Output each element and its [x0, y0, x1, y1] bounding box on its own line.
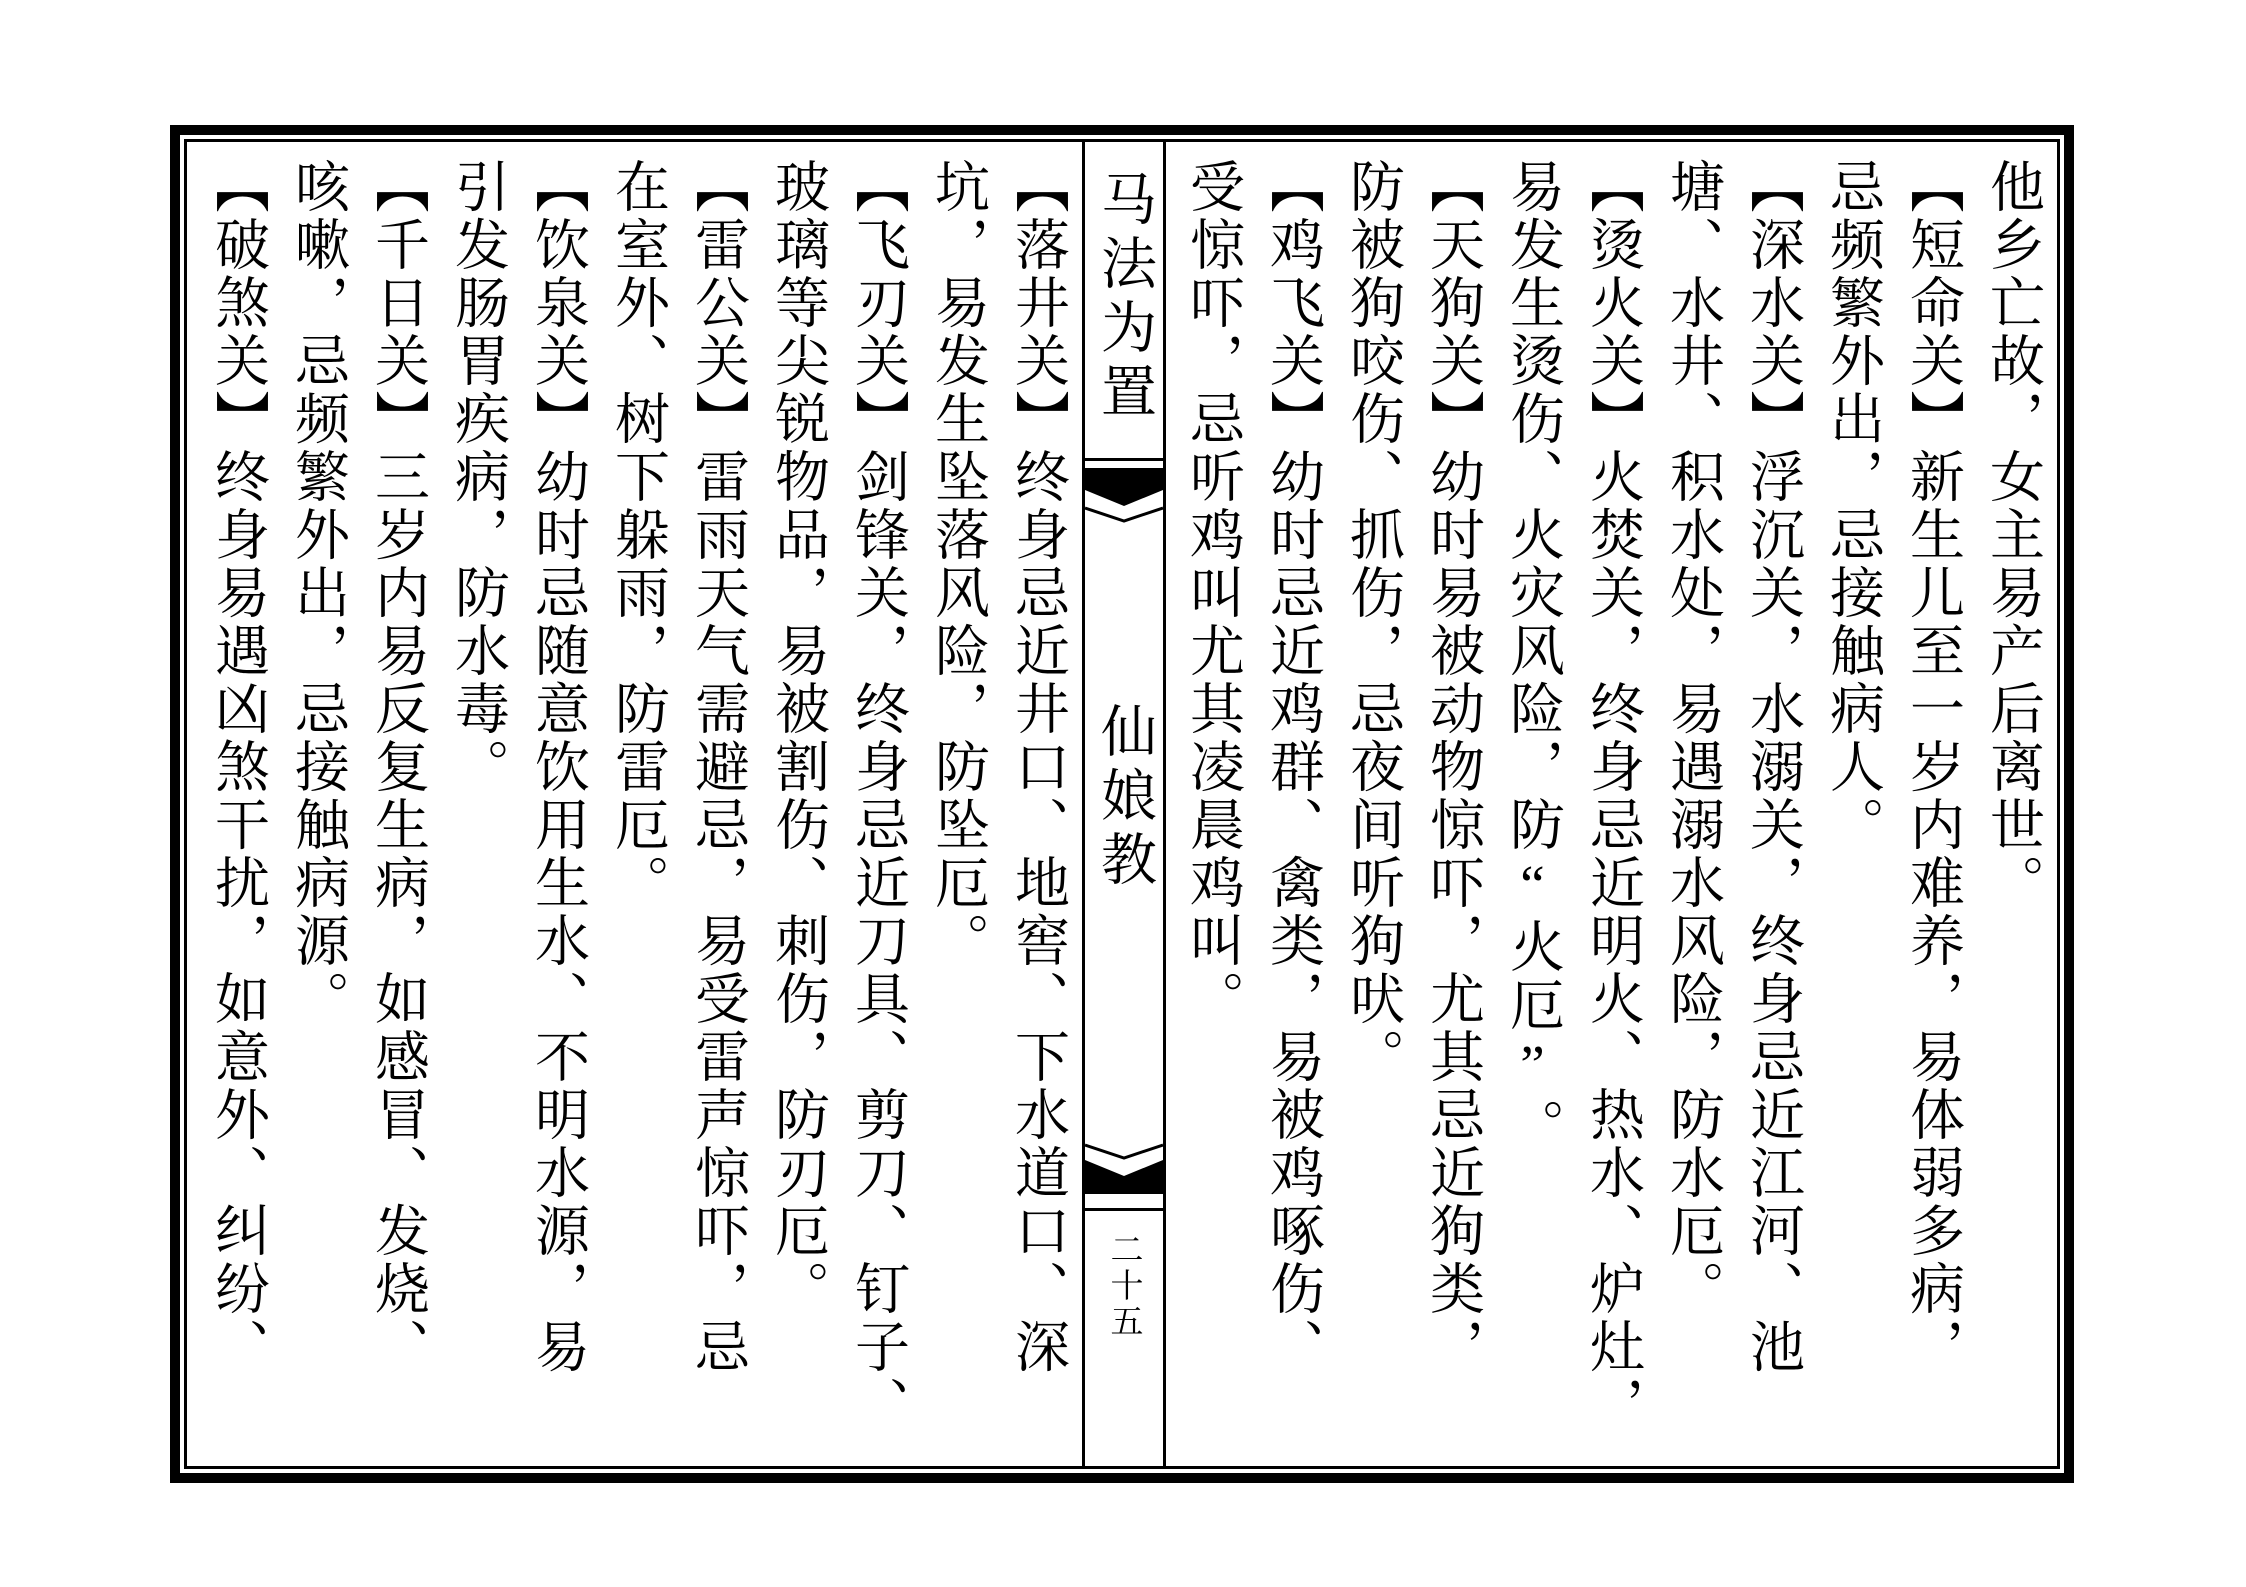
- text-column: 易发生烫伤、火灾风险，防“火厄”。: [1502, 158, 1563, 1156]
- text-column: 引发肠胃疾病，防水毒。: [447, 158, 508, 796]
- text-column: 【落井关】终身忌近井口、地窖、下水道口、深: [1007, 158, 1068, 1376]
- text-column: 坑，易发生坠落风险，防坠厄。: [927, 158, 988, 970]
- spine-column: [1082, 142, 1166, 1466]
- text-column: 【短命关】新生儿至一岁内难养，易体弱多病，: [1902, 158, 1963, 1376]
- text-column: 塘、水井、积水处，易遇溺水风险，防水厄。: [1662, 158, 1723, 1318]
- text-column: 【烫火关】火焚关，终身忌近明火、热水、炉灶，: [1582, 158, 1643, 1434]
- page-content: [187, 142, 2057, 1466]
- page-number: 二十五: [1105, 1232, 1142, 1340]
- text-column: 【饮泉关】幼时忌随意饮用生水、不明水源，易: [527, 158, 588, 1376]
- left-page-columns: [187, 142, 1082, 1466]
- text-column: 【千日关】三岁内易反复生病，如感冒、发烧、: [367, 158, 428, 1376]
- text-column: 他乡亡故，女主易产后离世。: [1982, 158, 2043, 912]
- text-column: 防被狗咬伤、抓伤，忌夜间听狗吠。: [1342, 158, 1403, 1086]
- page-frame: [170, 125, 2074, 1483]
- text-column: 忌频繁外出，忌接触病人。: [1822, 158, 1883, 854]
- text-column: 【深水关】浮沉关，水溺关，终身忌近江河、池: [1742, 158, 1803, 1376]
- text-column: 受惊吓，忌听鸡叫尤其凌晨鸡叫。: [1182, 158, 1243, 1028]
- book-title: 马法为置: [1093, 170, 1155, 426]
- section-title: 仙娘教: [1093, 702, 1155, 894]
- text-column: 玻璃等尖锐物品，易被割伤、刺伤，防刃厄。: [767, 158, 828, 1318]
- right-page-columns: [1166, 142, 2057, 1466]
- fishtail-upper-icon: [1085, 466, 1163, 524]
- page-frame-inner: [184, 139, 2060, 1469]
- fishtail-lower-icon: [1085, 1142, 1163, 1200]
- text-column: 【天狗关】幼时易被动物惊吓，尤其忌近狗类，: [1422, 158, 1483, 1376]
- text-column: 在室外、树下躲雨，防雷厄。: [607, 158, 668, 912]
- spine-divider-lower: [1085, 1208, 1163, 1211]
- text-column: 【鸡飞关】幼时忌近鸡群、禽类，易被鸡啄伤、: [1262, 158, 1323, 1376]
- text-column: 【雷公关】雷雨天气需避忌，易受雷声惊吓，忌: [687, 158, 748, 1376]
- text-column: 【破煞关】终身易遇凶煞干扰，如意外、纠纷、: [207, 158, 268, 1376]
- text-column: 【飞刃关】剑锋关，终身忌近刀具、剪刀、钉子、: [847, 158, 908, 1434]
- text-column: 咳嗽，忌频繁外出，忌接触病源。: [287, 158, 348, 1028]
- spine-divider-upper: [1085, 458, 1163, 461]
